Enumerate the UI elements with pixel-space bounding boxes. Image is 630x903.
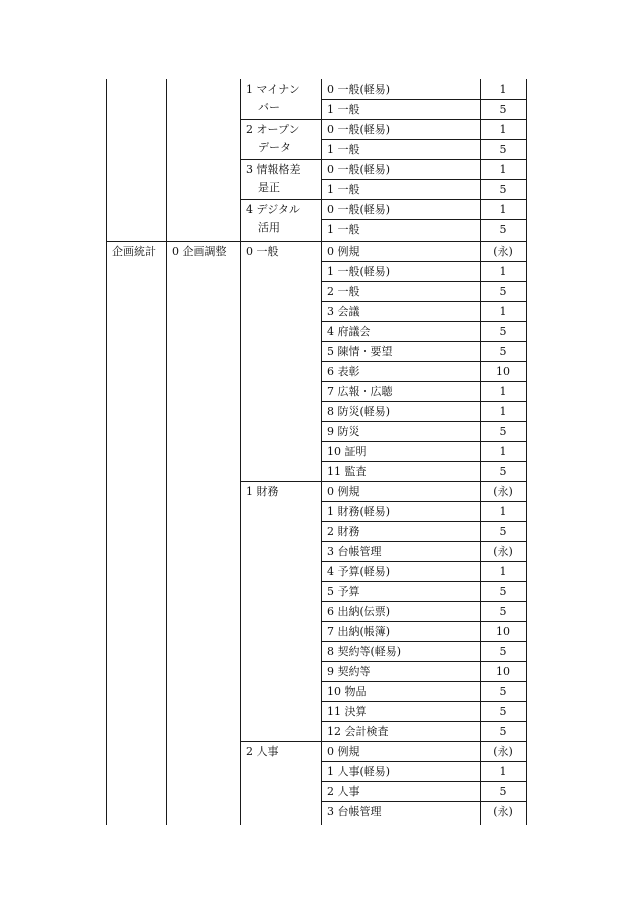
row-border	[321, 321, 527, 322]
retention-period: 1	[499, 505, 507, 518]
column-border-right	[526, 79, 527, 825]
row-border	[321, 381, 527, 382]
category-label: 企画統計	[112, 245, 156, 258]
retention-period: 5	[499, 685, 507, 698]
row-border	[321, 761, 527, 762]
retention-period: 5	[499, 605, 507, 618]
column-border-3	[240, 79, 241, 825]
item-name: 11 監査	[327, 465, 367, 478]
row-border	[321, 219, 527, 220]
group-border	[240, 199, 527, 200]
retention-period: 5	[499, 223, 507, 236]
item-name: 8 防災(軽易)	[327, 405, 391, 418]
retention-period: (永)	[493, 245, 513, 258]
row-border	[321, 541, 527, 542]
retention-period: (永)	[493, 745, 513, 758]
item-name: 1 一般(軽易)	[327, 265, 391, 278]
item-name: 10 物品	[327, 685, 367, 698]
retention-period: 10	[496, 365, 510, 378]
row-border	[321, 781, 527, 782]
column-border-4	[321, 79, 322, 825]
item-name: 4 予算(軽易)	[327, 565, 391, 578]
row-border	[321, 521, 527, 522]
item-name: 3 台帳管理	[327, 805, 382, 818]
item-name: 10 証明	[327, 445, 367, 458]
row-border	[321, 581, 527, 582]
retention-period: 5	[499, 785, 507, 798]
row-border	[321, 721, 527, 722]
row-border	[321, 621, 527, 622]
group-label: 0 一般	[246, 245, 279, 258]
retention-period: (永)	[493, 805, 513, 818]
retention-period: 1	[499, 385, 507, 398]
retention-period: (永)	[493, 545, 513, 558]
retention-period: 1	[499, 445, 507, 458]
retention-period: 5	[499, 425, 507, 438]
retention-period: 1	[499, 123, 507, 136]
row-border	[321, 801, 527, 802]
row-border	[321, 361, 527, 362]
item-name: 0 一般(軽易)	[327, 203, 391, 216]
item-name: 4 府議会	[327, 325, 371, 338]
group-label: 1 財務	[246, 485, 279, 498]
section-border	[106, 241, 527, 242]
item-name: 8 契約等(軽易)	[327, 645, 402, 658]
item-name: 7 広報・広聴	[327, 385, 393, 398]
item-name: 9 契約等	[327, 665, 371, 678]
item-name: 1 一般	[327, 103, 360, 116]
retention-period: 5	[499, 585, 507, 598]
row-border	[321, 401, 527, 402]
group-border	[240, 481, 527, 482]
retention-period: 1	[499, 405, 507, 418]
item-name: 1 一般	[327, 223, 360, 236]
item-name: 2 財務	[327, 525, 360, 538]
retention-period: 1	[499, 83, 507, 96]
row-border	[321, 561, 527, 562]
subcategory-label: 2 オープン	[246, 123, 300, 136]
row-border	[321, 661, 527, 662]
subcategory-label-cont: 是正	[258, 181, 280, 194]
retention-period: 5	[499, 285, 507, 298]
row-border	[321, 681, 527, 682]
row-border	[321, 601, 527, 602]
retention-period: 5	[499, 103, 507, 116]
retention-period: 5	[499, 465, 507, 478]
item-name: 1 人事(軽易)	[327, 765, 391, 778]
subcategory-label: 0 企画調整	[172, 245, 227, 258]
item-name: 0 一般(軽易)	[327, 123, 391, 136]
retention-period: (永)	[493, 485, 513, 498]
group-label: 2 人事	[246, 745, 279, 758]
row-border	[321, 441, 527, 442]
row-border	[321, 701, 527, 702]
retention-period: 5	[499, 525, 507, 538]
row-border	[321, 421, 527, 422]
row-border	[321, 641, 527, 642]
row-border	[321, 301, 527, 302]
retention-period: 5	[499, 725, 507, 738]
column-border-left	[106, 79, 107, 825]
item-name: 6 出納(伝票)	[327, 605, 391, 618]
retention-period: 5	[499, 325, 507, 338]
item-name: 1 財務(軽易)	[327, 505, 391, 518]
subcategory-label-cont: 活用	[258, 221, 280, 234]
item-name: 1 一般	[327, 143, 360, 156]
row-border	[321, 461, 527, 462]
item-name: 0 一般(軽易)	[327, 83, 391, 96]
column-border-2	[166, 79, 167, 825]
item-name: 2 一般	[327, 285, 360, 298]
group-border	[240, 119, 527, 120]
retention-period: 10	[496, 625, 510, 638]
item-name: 9 防災	[327, 425, 360, 438]
item-name: 0 一般(軽易)	[327, 163, 391, 176]
item-name: 5 陳情・要望	[327, 345, 393, 358]
subcategory-label: 3 情報格差	[246, 163, 301, 176]
item-name: 2 人事	[327, 785, 360, 798]
item-name: 3 台帳管理	[327, 545, 382, 558]
retention-period: 10	[496, 665, 510, 678]
item-name: 1 一般	[327, 183, 360, 196]
row-border	[321, 139, 527, 140]
item-name: 0 例規	[327, 485, 360, 498]
item-name: 12 会計検査	[327, 725, 389, 738]
retention-period: 5	[499, 183, 507, 196]
subcategory-label-cont: データ	[258, 141, 291, 154]
row-border	[321, 281, 527, 282]
retention-period: 5	[499, 705, 507, 718]
retention-period: 1	[499, 265, 507, 278]
retention-period: 1	[499, 305, 507, 318]
subcategory-label-cont: バー	[258, 101, 280, 114]
retention-period: 1	[499, 203, 507, 216]
item-name: 7 出納(帳簿)	[327, 625, 391, 638]
row-border	[321, 179, 527, 180]
retention-period: 1	[499, 565, 507, 578]
subcategory-label: 4 デジタル	[246, 203, 300, 216]
item-name: 3 会議	[327, 305, 360, 318]
group-border	[240, 741, 527, 742]
item-name: 0 例規	[327, 745, 360, 758]
item-name: 5 予算	[327, 585, 360, 598]
row-border	[321, 99, 527, 100]
retention-period: 1	[499, 163, 507, 176]
subcategory-label: 1 マイナン	[246, 83, 300, 96]
row-border	[321, 341, 527, 342]
item-name: 6 表彰	[327, 365, 360, 378]
item-name: 0 例規	[327, 245, 360, 258]
row-border	[321, 261, 527, 262]
retention-period: 5	[499, 645, 507, 658]
row-border	[321, 501, 527, 502]
retention-period: 5	[499, 345, 507, 358]
retention-period: 5	[499, 143, 507, 156]
group-border	[240, 159, 527, 160]
item-name: 11 決算	[327, 705, 367, 718]
retention-period: 1	[499, 765, 507, 778]
